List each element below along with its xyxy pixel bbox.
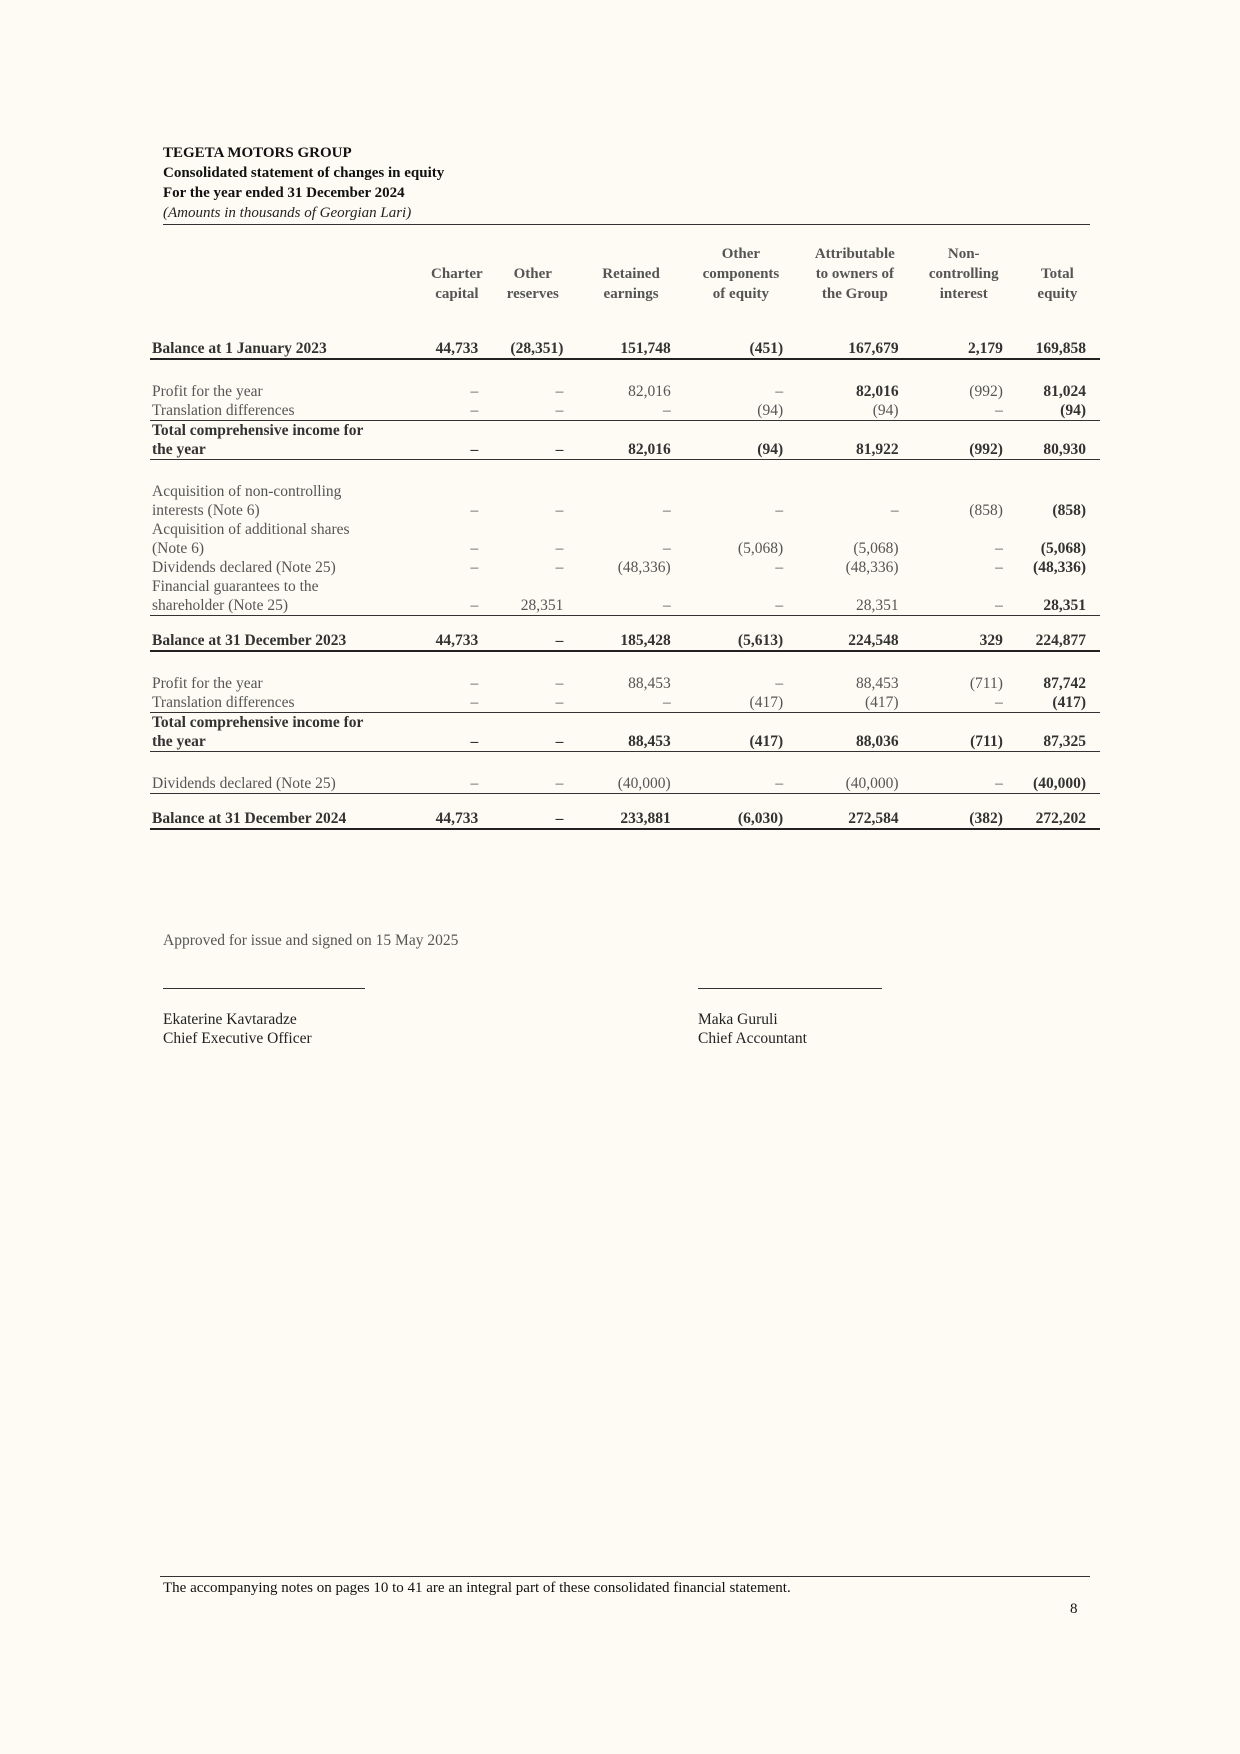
signature-line-right (698, 988, 882, 989)
cell: 44,733 (425, 332, 488, 359)
row-label: Translation differences (150, 401, 425, 421)
row-label: Balance at 31 December 2024 (150, 794, 425, 830)
cell: 44,733 (425, 794, 488, 830)
cell: – (555, 540, 564, 557)
company-name: TEGETA MOTORS GROUP (163, 145, 352, 161)
cell: – (425, 577, 488, 616)
cell: (992) (913, 421, 1015, 460)
cell: – (577, 693, 684, 713)
signature-line-left (163, 988, 365, 989)
cell: (858) (969, 502, 1003, 519)
cell: 224,548 (797, 616, 912, 652)
cell: (48,336) (1033, 559, 1086, 576)
cell: (417) (1015, 693, 1100, 713)
table-row (150, 401, 1100, 421)
cell: (40,000) (577, 752, 684, 794)
footnote: The accompanying notes on pages 10 to 41 are an integral part of these consolidated financial statement. (163, 1580, 791, 1596)
cell: – (555, 559, 564, 576)
column-header-row (150, 244, 1100, 332)
row-label: Financial guarantees to the shareholder (Note 25) (150, 577, 425, 616)
cell: 82,016 (628, 383, 671, 400)
col-header-other-reserves: Other reserves (506, 266, 559, 302)
table-row (150, 460, 1100, 521)
row-label: Dividends declared (Note 25) (152, 559, 336, 576)
cell: (417) (685, 713, 797, 752)
row-label: Translation differences (150, 693, 425, 713)
cell: 88,453 (855, 675, 899, 692)
cell: (94) (685, 401, 797, 421)
cell: – (488, 713, 577, 752)
cell: – (775, 675, 784, 692)
cell: (94) (685, 421, 797, 460)
table-row (150, 359, 1100, 401)
cell: 233,881 (577, 794, 684, 830)
row-label: Balance at 1 January 2023 (150, 332, 425, 359)
signatory-name: Maka Guruli (698, 1011, 778, 1028)
cell: (5,068) (853, 540, 899, 557)
cell: 28,351 (1015, 577, 1100, 616)
cell: – (425, 421, 488, 460)
row-label: Profit for the year (152, 383, 263, 400)
signatory-name: Ekaterine Kavtaradze (163, 1011, 297, 1028)
cell: (858) (1052, 502, 1086, 519)
cell: 2,179 (913, 332, 1015, 359)
cell: – (488, 421, 577, 460)
cell: – (470, 675, 479, 692)
cell: – (488, 752, 577, 794)
row-label: Profit for the year (152, 675, 263, 692)
header-blank (150, 244, 425, 332)
cell: (451) (685, 332, 797, 359)
signatory-right (698, 1010, 807, 1048)
cell: – (995, 540, 1003, 557)
cell: 272,202 (1015, 794, 1100, 830)
cell: 88,036 (797, 713, 912, 752)
cell: – (913, 401, 1015, 421)
col-header-other-components: Other components of equity (702, 246, 780, 302)
table-row (150, 332, 1100, 359)
row-label: Acquisition of additional shares (Note 6) (152, 521, 350, 557)
cell: (711) (969, 675, 1003, 692)
cell: – (555, 502, 564, 519)
cell: (5,068) (737, 540, 784, 557)
col-header-charter-capital: Charter capital (431, 266, 483, 302)
cell: 28,351 (488, 577, 577, 616)
cell: – (662, 540, 671, 557)
document-header (163, 143, 1090, 225)
table-row (150, 752, 1100, 794)
cell: – (470, 383, 479, 400)
cell: 82,016 (577, 421, 684, 460)
period-line: For the year ended 31 December 2024 (163, 185, 405, 201)
cell: – (775, 383, 784, 400)
cell: – (662, 502, 671, 519)
cell: – (913, 577, 1015, 616)
row-label: Total comprehensive income for the year (150, 713, 425, 752)
row-label: Balance at 31 December 2023 (150, 616, 425, 652)
approval-statement: Approved for issue and signed on 15 May 2025 (163, 932, 459, 949)
cell: – (470, 559, 479, 576)
row-label: Dividends declared (Note 25) (150, 752, 425, 794)
cell: – (425, 693, 488, 713)
cell: 80,930 (1015, 421, 1100, 460)
cell: – (488, 616, 577, 652)
table-row (150, 577, 1100, 616)
cell: – (488, 401, 577, 421)
cell: (382) (913, 794, 1015, 830)
cell: 82,016 (855, 383, 899, 400)
cell: – (995, 559, 1003, 576)
cell: (711) (913, 713, 1015, 752)
cell: – (488, 794, 577, 830)
signatory-left (163, 1010, 312, 1048)
cell: 185,428 (577, 616, 684, 652)
col-header-attributable: Attributable to owners of the Group (814, 246, 895, 302)
cell: 167,679 (797, 332, 912, 359)
cell: (5,068) (1040, 540, 1086, 557)
cell: 44,733 (425, 616, 488, 652)
cell: – (488, 693, 577, 713)
cell: – (890, 502, 899, 519)
cell: – (555, 383, 564, 400)
cell: (417) (797, 693, 912, 713)
cell: – (775, 559, 784, 576)
col-header-total-equity: Total equity (1037, 266, 1078, 302)
cell: (5,613) (685, 616, 797, 652)
cell: 81,922 (797, 421, 912, 460)
cell: 224,877 (1015, 616, 1100, 652)
table-row (150, 520, 1100, 558)
page-number: 8 (1070, 1601, 1078, 1617)
table-row (150, 713, 1100, 752)
cell: (94) (797, 401, 912, 421)
cell: (417) (685, 693, 797, 713)
cell: 87,325 (1015, 713, 1100, 752)
cell: 81,024 (1043, 383, 1086, 400)
equity-table (150, 244, 1100, 830)
cell: 169,858 (1015, 332, 1100, 359)
cell: (40,000) (797, 752, 912, 794)
cell: – (685, 752, 797, 794)
cell: – (685, 577, 797, 616)
cell: 88,453 (577, 713, 684, 752)
table-row (150, 794, 1100, 830)
cell: – (913, 752, 1015, 794)
cell: (48,336) (845, 559, 899, 576)
cell: 272,584 (797, 794, 912, 830)
row-label: Acquisition of non-controlling interests (Note 6) (152, 483, 342, 519)
cell: (992) (969, 383, 1003, 400)
table-row (150, 693, 1100, 713)
cell: – (913, 693, 1015, 713)
units-note: (Amounts in thousands of Georgian Lari) (163, 205, 412, 221)
row-label: Total comprehensive income for the year (150, 421, 425, 460)
cell: – (425, 401, 488, 421)
table-row (150, 421, 1100, 460)
cell: (28,351) (488, 332, 577, 359)
table-row (150, 651, 1100, 693)
cell: 329 (913, 616, 1015, 652)
cell: – (425, 713, 488, 752)
cell: – (775, 502, 784, 519)
cell: 88,453 (628, 675, 671, 692)
cell: – (470, 540, 479, 557)
cell: – (555, 675, 564, 692)
col-header-retained-earnings: Retained earnings (602, 266, 660, 302)
cell: – (425, 752, 488, 794)
cell: (94) (1015, 401, 1100, 421)
statement-title: Consolidated statement of changes in equity (163, 165, 445, 181)
cell: – (577, 577, 684, 616)
footer-divider (160, 1576, 1090, 1577)
table-row (150, 558, 1100, 577)
cell: (48,336) (617, 559, 671, 576)
signatory-title: Chief Accountant (698, 1030, 807, 1047)
cell: 87,742 (1043, 675, 1086, 692)
cell: (40,000) (1015, 752, 1100, 794)
table-row (150, 616, 1100, 652)
cell: 28,351 (797, 577, 912, 616)
col-header-nci: Non- controlling interest (928, 246, 999, 302)
signatory-title: Chief Executive Officer (163, 1030, 312, 1047)
cell: (6,030) (685, 794, 797, 830)
cell: – (470, 502, 479, 519)
cell: – (577, 401, 684, 421)
cell: 151,748 (577, 332, 684, 359)
